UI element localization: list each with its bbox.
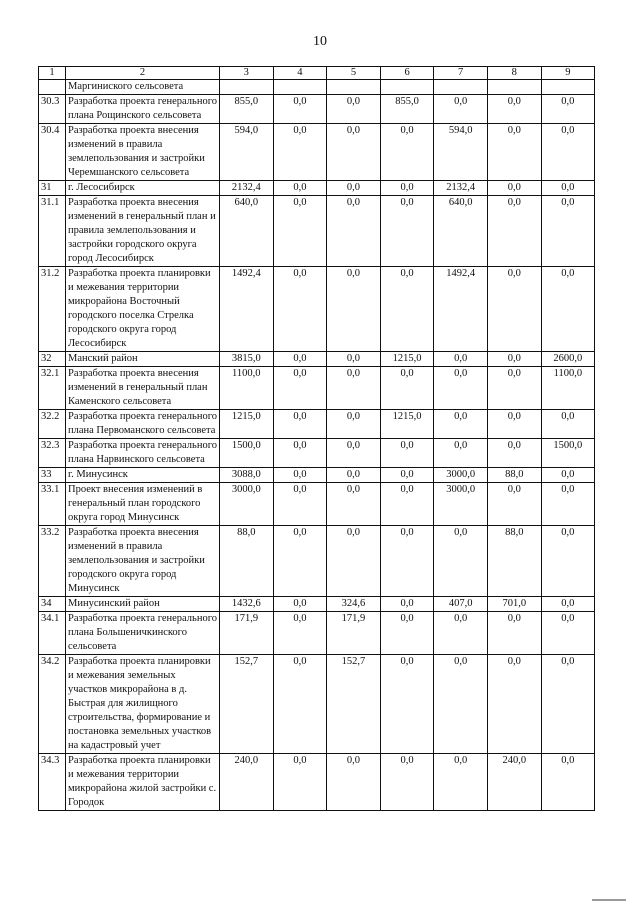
value-cell: 0,0 [487, 124, 541, 181]
row-number: 33.2 [39, 526, 66, 597]
value-cell: 1100,0 [220, 367, 274, 410]
value-cell: 0,0 [541, 655, 595, 754]
value-cell: 1492,4 [434, 267, 488, 352]
value-cell: 0,0 [434, 754, 488, 811]
row-name: Разработка проекта генерального плана Большеничкинского сельсовета [66, 612, 220, 655]
value-cell: 0,0 [487, 655, 541, 754]
value-cell: 171,9 [327, 612, 381, 655]
value-cell: 0,0 [327, 95, 381, 124]
value-cell: 1500,0 [541, 439, 595, 468]
value-cell: 0,0 [273, 267, 327, 352]
value-cell: 0,0 [541, 410, 595, 439]
row-number: 33 [39, 468, 66, 483]
column-header: 2 [66, 67, 220, 80]
value-cell: 0,0 [541, 612, 595, 655]
value-cell: 0,0 [273, 468, 327, 483]
row-number: 31 [39, 181, 66, 196]
value-cell: 240,0 [487, 754, 541, 811]
row-name: г. Лесосибирск [66, 181, 220, 196]
value-cell: 0,0 [487, 612, 541, 655]
value-cell: 594,0 [434, 124, 488, 181]
value-cell [434, 80, 488, 95]
value-cell: 701,0 [487, 597, 541, 612]
table-row [39, 526, 595, 597]
value-cell: 0,0 [273, 410, 327, 439]
value-cell: 0,0 [380, 367, 434, 410]
header-row [39, 67, 595, 80]
row-number: 32.3 [39, 439, 66, 468]
value-cell: 0,0 [273, 597, 327, 612]
value-cell: 88,0 [220, 526, 274, 597]
row-name: г. Минусинск [66, 468, 220, 483]
table-row [39, 95, 595, 124]
value-cell: 0,0 [273, 124, 327, 181]
value-cell: 0,0 [327, 367, 381, 410]
column-header: 4 [273, 67, 327, 80]
row-name: Манский район [66, 352, 220, 367]
value-cell: 3000,0 [434, 468, 488, 483]
value-cell: 0,0 [380, 483, 434, 526]
value-cell [487, 80, 541, 95]
value-cell: 0,0 [327, 526, 381, 597]
value-cell [541, 80, 595, 95]
value-cell [327, 80, 381, 95]
value-cell: 0,0 [434, 612, 488, 655]
value-cell: 0,0 [273, 181, 327, 196]
value-cell: 640,0 [434, 196, 488, 267]
value-cell: 0,0 [487, 439, 541, 468]
value-cell: 0,0 [380, 196, 434, 267]
row-number [39, 80, 66, 95]
value-cell: 88,0 [487, 526, 541, 597]
table-row [39, 410, 595, 439]
table-row [39, 124, 595, 181]
value-cell: 0,0 [541, 267, 595, 352]
row-name: Разработка проекта планировки и межевания земельных участков микрорайона в д. Быстрая для жилищного строительства, формирование и постановка земельных участков на кадастровый учет [66, 655, 220, 754]
value-cell: 0,0 [434, 367, 488, 410]
value-cell [273, 80, 327, 95]
value-cell: 594,0 [220, 124, 274, 181]
value-cell: 0,0 [327, 410, 381, 439]
row-name: Разработка проекта внесения изменений в правила землепользования и застройки Черемшанского сельсовета [66, 124, 220, 181]
column-header: 1 [39, 67, 66, 80]
value-cell [220, 80, 274, 95]
table-row [39, 655, 595, 754]
row-name: Разработка проекта планировки и межевания территории микрорайона Восточный городского поселка Стрелка городского округа город Лесосибирск [66, 267, 220, 352]
row-number: 31.2 [39, 267, 66, 352]
value-cell: 0,0 [541, 468, 595, 483]
value-cell: 0,0 [487, 196, 541, 267]
row-name: Разработка проекта генерального плана Первоманского сельсовета [66, 410, 220, 439]
table-row [39, 597, 595, 612]
row-number: 32 [39, 352, 66, 367]
row-number: 34.2 [39, 655, 66, 754]
value-cell: 0,0 [380, 597, 434, 612]
column-header: 7 [434, 67, 488, 80]
value-cell: 0,0 [327, 352, 381, 367]
value-cell: 1500,0 [220, 439, 274, 468]
value-cell: 3000,0 [220, 483, 274, 526]
value-cell: 0,0 [434, 95, 488, 124]
value-cell: 407,0 [434, 597, 488, 612]
row-name: Разработка проекта внесения изменений в генеральный план и правила землепользования и застройки городского округа город Лесосибирск [66, 196, 220, 267]
row-number: 34.3 [39, 754, 66, 811]
table-row [39, 754, 595, 811]
row-name: Разработка проекта генерального плана Рощинского сельсовета [66, 95, 220, 124]
value-cell: 0,0 [487, 483, 541, 526]
value-cell [380, 80, 434, 95]
value-cell: 0,0 [434, 655, 488, 754]
value-cell: 88,0 [487, 468, 541, 483]
value-cell: 0,0 [327, 196, 381, 267]
page-number: 10 [313, 34, 327, 49]
value-cell: 0,0 [380, 181, 434, 196]
value-cell: 2600,0 [541, 352, 595, 367]
value-cell: 0,0 [327, 267, 381, 352]
value-cell: 0,0 [273, 754, 327, 811]
value-cell: 0,0 [380, 124, 434, 181]
value-cell: 0,0 [380, 439, 434, 468]
value-cell: 0,0 [487, 267, 541, 352]
value-cell: 0,0 [273, 352, 327, 367]
value-cell: 0,0 [487, 367, 541, 410]
row-name: Разработка проекта генерального плана Нарвинского сельсовета [66, 439, 220, 468]
row-name: Разработка проекта внесения изменений в правила землепользования и застройки городского округа город Минусинск [66, 526, 220, 597]
value-cell: 855,0 [220, 95, 274, 124]
value-cell: 0,0 [487, 95, 541, 124]
row-name: Маргиниского сельсовета [66, 80, 220, 95]
value-cell: 0,0 [434, 439, 488, 468]
value-cell: 0,0 [273, 439, 327, 468]
value-cell: 1100,0 [541, 367, 595, 410]
table-row [39, 439, 595, 468]
value-cell: 0,0 [487, 410, 541, 439]
value-cell: 2132,4 [220, 181, 274, 196]
value-cell: 0,0 [327, 483, 381, 526]
row-number: 31.1 [39, 196, 66, 267]
value-cell: 0,0 [380, 267, 434, 352]
value-cell: 0,0 [327, 181, 381, 196]
table-row [39, 367, 595, 410]
value-cell: 1215,0 [380, 352, 434, 367]
value-cell: 0,0 [380, 526, 434, 597]
scan-edge-mark [592, 899, 626, 901]
row-number: 34 [39, 597, 66, 612]
value-cell: 0,0 [541, 181, 595, 196]
value-cell: 0,0 [541, 196, 595, 267]
value-cell: 1492,4 [220, 267, 274, 352]
value-cell: 0,0 [380, 655, 434, 754]
value-cell: 0,0 [541, 483, 595, 526]
table-row [39, 483, 595, 526]
value-cell: 0,0 [434, 410, 488, 439]
value-cell: 0,0 [273, 612, 327, 655]
value-cell: 0,0 [327, 439, 381, 468]
row-number: 30.4 [39, 124, 66, 181]
value-cell: 0,0 [487, 352, 541, 367]
table-row [39, 468, 595, 483]
row-name: Разработка проекта планировки и межевания территории микрорайона жилой застройки с. Городок [66, 754, 220, 811]
row-number: 32.2 [39, 410, 66, 439]
table-row [39, 267, 595, 352]
value-cell: 1432,6 [220, 597, 274, 612]
table-row [39, 181, 595, 196]
column-header: 8 [487, 67, 541, 80]
budget-table [38, 66, 595, 811]
table-row [39, 80, 595, 95]
value-cell: 152,7 [220, 655, 274, 754]
value-cell: 0,0 [380, 468, 434, 483]
table-row [39, 196, 595, 267]
value-cell: 0,0 [434, 526, 488, 597]
value-cell: 152,7 [327, 655, 381, 754]
value-cell: 0,0 [273, 526, 327, 597]
table-row [39, 352, 595, 367]
row-number: 32.1 [39, 367, 66, 410]
value-cell: 0,0 [541, 597, 595, 612]
column-header: 9 [541, 67, 595, 80]
value-cell: 0,0 [541, 124, 595, 181]
row-name: Проект внесения изменений в генеральный план городского округа город Минусинск [66, 483, 220, 526]
row-name: Разработка проекта внесения изменений в генеральный план Каменского сельсовета [66, 367, 220, 410]
row-name: Минусинский район [66, 597, 220, 612]
table-row [39, 612, 595, 655]
value-cell: 0,0 [273, 655, 327, 754]
value-cell: 0,0 [273, 483, 327, 526]
value-cell: 0,0 [541, 95, 595, 124]
value-cell: 0,0 [327, 124, 381, 181]
column-header: 6 [380, 67, 434, 80]
row-number: 30.3 [39, 95, 66, 124]
value-cell: 3088,0 [220, 468, 274, 483]
value-cell: 0,0 [487, 181, 541, 196]
value-cell: 855,0 [380, 95, 434, 124]
table-body [39, 67, 595, 811]
value-cell: 640,0 [220, 196, 274, 267]
value-cell: 0,0 [273, 95, 327, 124]
value-cell: 0,0 [541, 526, 595, 597]
value-cell: 3815,0 [220, 352, 274, 367]
value-cell: 1215,0 [380, 410, 434, 439]
value-cell: 0,0 [273, 367, 327, 410]
value-cell: 1215,0 [220, 410, 274, 439]
value-cell: 2132,4 [434, 181, 488, 196]
value-cell: 324,6 [327, 597, 381, 612]
row-number: 34.1 [39, 612, 66, 655]
value-cell: 0,0 [434, 352, 488, 367]
value-cell: 171,9 [220, 612, 274, 655]
value-cell: 0,0 [541, 754, 595, 811]
value-cell: 0,0 [327, 754, 381, 811]
value-cell: 0,0 [273, 196, 327, 267]
value-cell: 0,0 [380, 612, 434, 655]
value-cell: 0,0 [327, 468, 381, 483]
value-cell: 0,0 [380, 754, 434, 811]
value-cell: 240,0 [220, 754, 274, 811]
column-header: 5 [327, 67, 381, 80]
value-cell: 3000,0 [434, 483, 488, 526]
column-header: 3 [220, 67, 274, 80]
row-number: 33.1 [39, 483, 66, 526]
